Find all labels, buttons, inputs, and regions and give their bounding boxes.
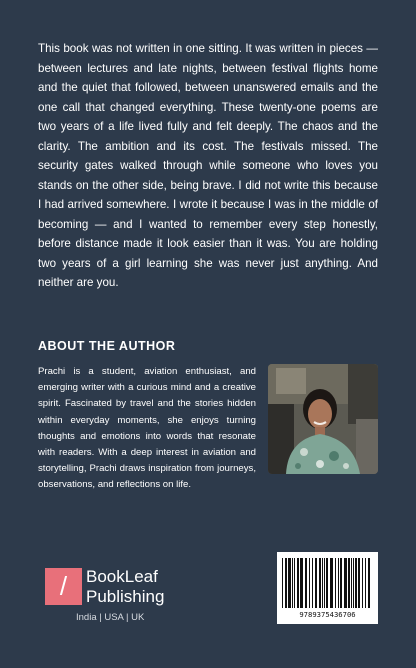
barcode-bar bbox=[335, 558, 336, 608]
barcode-bar bbox=[288, 558, 291, 608]
author-bio: Prachi is a student, aviation enthusiast, and emerging writer with a curious mind and a creative spirit. Fascinated by travel and the stories hidden within everyday moments, she enjoys turning thoughts and emotions into words that resonate with readers. With a deep interest in aviation and storytelling, Prachi draws inspiration from journeys, observations, and reflections on life. bbox=[38, 366, 256, 491]
barcode-bar bbox=[362, 558, 363, 608]
barcode-bar bbox=[324, 558, 325, 608]
barcode-bar bbox=[358, 558, 360, 608]
publisher-name-line2: Publishing bbox=[86, 587, 165, 606]
barcode-bar bbox=[282, 558, 283, 608]
barcode-bar bbox=[353, 558, 354, 608]
barcode-bar bbox=[319, 558, 321, 608]
barcode-bar bbox=[305, 558, 307, 608]
author-photo bbox=[268, 364, 378, 474]
barcode-bar bbox=[315, 558, 317, 608]
barcode-bar bbox=[326, 558, 328, 608]
barcode-bar bbox=[300, 558, 303, 608]
barcode-bar bbox=[292, 558, 293, 608]
publisher-regions: India | USA | UK bbox=[76, 612, 145, 623]
barcode-bar bbox=[355, 558, 357, 608]
about-author-heading: ABOUT THE AUTHOR bbox=[38, 339, 176, 353]
barcode-bar bbox=[340, 558, 342, 608]
publisher-logo bbox=[45, 568, 205, 628]
isbn-number: 9789375436706 bbox=[299, 610, 356, 619]
barcode-bar bbox=[365, 558, 366, 608]
barcode-bar bbox=[294, 558, 295, 608]
barcode-bar bbox=[348, 558, 350, 608]
author-photo-illustration bbox=[268, 364, 378, 474]
barcode-bar bbox=[330, 558, 333, 608]
barcode-bar bbox=[338, 558, 339, 608]
barcode-bar bbox=[309, 558, 310, 608]
publisher-name-line1: BookLeaf bbox=[86, 567, 158, 586]
back-cover-blurb: This book was not written in one sitting. It was written in pieces — between lectures and late nights, between festival flights home and the quiet that followed, between unanswered emails and the one call that changed everything. These twenty-one poems are two years of a life lived fully and felt deeply. The chaos and the clarity. The ambition and its cost. The festivals missed. The security gates walked through while someone who loves you stands on the other side, being brave. I did not write this because I had arrived somewhere. I wrote it because I was in the middle of becoming — and I wanted to remember every step honestly, before distance made it look easier than it was. You are holding two years of a girl learning she was never just anything. And neither are you. bbox=[38, 42, 378, 289]
publisher-logo-mark: / bbox=[45, 568, 82, 605]
barcode-bar bbox=[297, 558, 299, 608]
isbn-barcode bbox=[277, 552, 378, 624]
barcode-bars bbox=[282, 558, 373, 608]
barcode-bar bbox=[344, 558, 347, 608]
barcode-bar bbox=[322, 558, 323, 608]
barcode-bar bbox=[351, 558, 352, 608]
barcode-bar bbox=[312, 558, 313, 608]
barcode-bar bbox=[368, 558, 370, 608]
barcode-bar bbox=[285, 558, 287, 608]
